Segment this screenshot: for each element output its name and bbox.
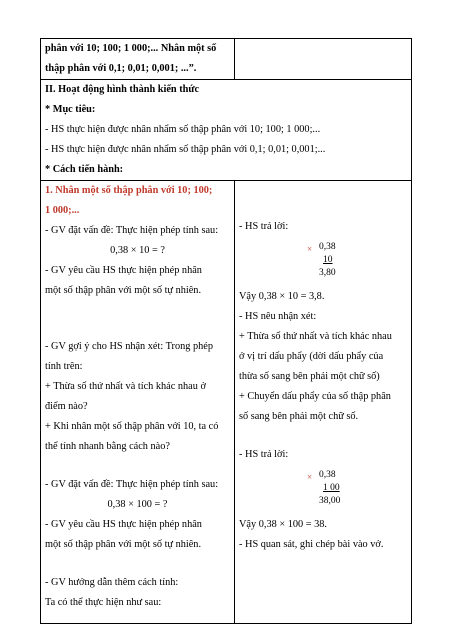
student-step: số sang bên phải một chữ số. [239,411,359,422]
objective-item: - HS thực hiện được nhân nhẩm số thập phân với 10; 100; 1 000;... [45,124,321,135]
column-multiplication [307,237,351,287]
lesson-plan-document [40,38,407,624]
table-row [41,80,412,181]
student-step: thừa số sang bên phải một chữ số) [239,371,380,382]
teacher-step: thể tính nhanh bằng cách nào? [45,441,170,452]
student-step: - HS nêu nhận xét: [239,311,317,322]
process-label: * Cách tiến hành: [45,164,124,175]
intro-cell [41,39,235,80]
student-step: ở vị trí dấu phẩy (dời dấu phẩy của [239,351,384,362]
intro-line: phân với 10; 100; 1 000;... Nhân một số [45,43,217,54]
student-step: - HS trả lời: [239,449,289,460]
teacher-step: + Thừa số thứ nhất và tích khác nhau ở [45,381,206,392]
section-cell [41,80,412,181]
multiply-sign: × [307,472,313,482]
factor-top: 0,38 [319,242,336,252]
teacher-step: - GV yêu cầu HS thực hiện phép nhân [45,519,202,530]
teacher-step: - GV hướng dẫn thêm cách tính: [45,577,179,588]
table-row [41,39,412,80]
teacher-step: - GV yêu cầu HS thực hiện phép nhân [45,265,202,276]
objective-item: - HS thực hiện được nhân nhẩm số thập phân với 0,1; 0,01; 0,001;... [45,144,326,155]
intro-line: thập phân với 0,1; 0,01; 0,001; ...”. [45,63,197,74]
activity-heading: 1. Nhân một số thập phân với 10; 100; [45,185,213,196]
teacher-step: Ta có thể thực hiện như sau: [45,597,162,608]
teacher-step: điểm nào? [45,401,88,412]
student-step: - HS trả lời: [239,221,289,232]
equation: 0,38 × 10 = ? [110,245,165,256]
student-step: Vậy 0,38 × 10 = 3,8. [239,291,325,302]
teacher-step: - GV gợi ý cho HS nhận xét: Trong phép [45,341,214,352]
teacher-step: + Khi nhân một số thập phân với 10, ta có [45,421,219,432]
factor-bottom: 1 00 [323,483,340,493]
equation: 0,38 × 100 = ? [107,499,168,510]
section-title: II. Hoạt động hình thành kiến thức [45,84,200,95]
column-multiplication [307,465,351,515]
teacher-step: - GV đặt vấn đề: Thực hiện phép tính sau: [45,479,219,490]
table-row [41,181,412,624]
student-step: - HS quan sát, ghi chép bài vào vở. [239,539,384,550]
factor-top: 0,38 [319,470,336,480]
teacher-step: một số thập phân với một số tự nhiên. [45,539,202,550]
lesson-table [40,38,412,624]
student-activity-cell [235,181,412,624]
teacher-step: một số thập phân với một số tự nhiên. [45,285,202,296]
empty-cell [235,39,412,80]
multiply-sign: × [307,244,313,254]
teacher-step: - GV đặt vấn đề: Thực hiện phép tính sau: [45,225,219,236]
factor-bottom: 10 [323,255,333,265]
objective-label: * Mục tiêu: [45,104,96,115]
product: 38,00 [319,496,341,506]
teacher-activity-cell [41,181,235,624]
teacher-step: tính trên: [45,361,83,372]
student-step: Vậy 0,38 × 100 = 38. [239,519,327,530]
product: 3,80 [319,268,336,278]
activity-heading: 1 000;... [45,205,80,216]
student-step: + Chuyển dấu phẩy của số thập phân [239,391,391,402]
student-step: + Thừa số thứ nhất và tích khác nhau [239,331,392,342]
